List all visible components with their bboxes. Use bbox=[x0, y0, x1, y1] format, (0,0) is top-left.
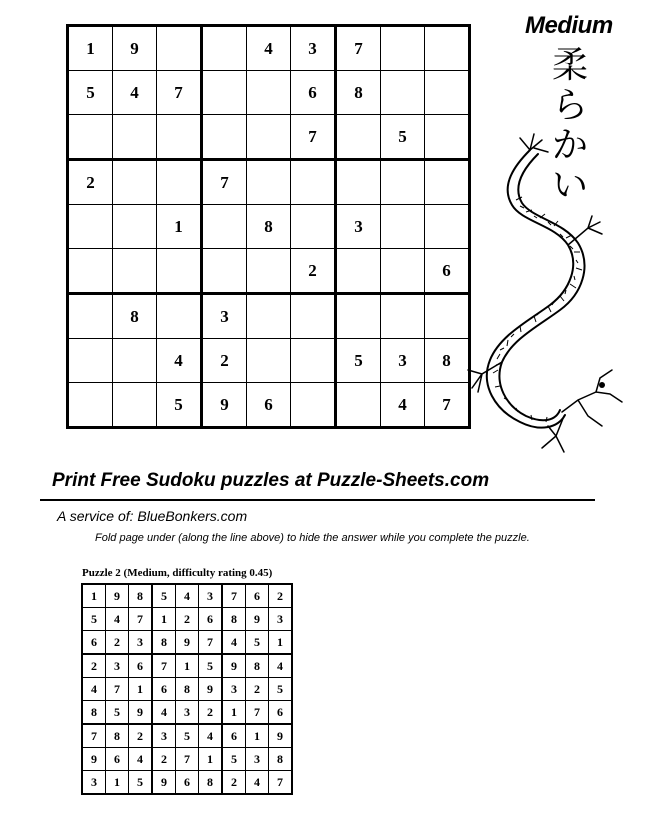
answer-cell: 9 bbox=[222, 654, 246, 678]
puzzle-cell bbox=[247, 249, 291, 294]
puzzle-cell: 7 bbox=[157, 71, 202, 115]
puzzle-cell bbox=[113, 205, 157, 249]
answer-cell: 7 bbox=[152, 654, 176, 678]
answer-cell: 2 bbox=[82, 654, 106, 678]
answer-cell: 2 bbox=[199, 701, 223, 725]
answer-cell: 1 bbox=[199, 748, 223, 771]
puzzle-cell bbox=[247, 339, 291, 383]
puzzle-cell bbox=[336, 249, 381, 294]
answer-cell: 2 bbox=[129, 724, 153, 748]
answer-cell: 8 bbox=[176, 678, 199, 701]
answer-cell: 9 bbox=[152, 771, 176, 795]
puzzle-cell bbox=[157, 26, 202, 71]
puzzle-cell bbox=[291, 383, 336, 428]
puzzle-cell bbox=[291, 205, 336, 249]
grid-row bbox=[82, 584, 292, 608]
grid-row bbox=[82, 748, 292, 771]
puzzle-cell: 4 bbox=[247, 26, 291, 71]
answer-cell: 9 bbox=[269, 724, 293, 748]
grid-row bbox=[82, 701, 292, 725]
answer-cell: 5 bbox=[82, 608, 106, 631]
puzzle-cell bbox=[247, 160, 291, 205]
puzzle-cell: 2 bbox=[68, 160, 113, 205]
fold-line bbox=[40, 499, 595, 501]
answer-cell: 8 bbox=[152, 631, 176, 655]
puzzle-cell bbox=[202, 26, 247, 71]
puzzle-cell: 4 bbox=[381, 383, 425, 428]
answer-cell: 5 bbox=[106, 701, 129, 725]
puzzle-cell bbox=[202, 249, 247, 294]
grid-row bbox=[82, 771, 292, 795]
grid-row bbox=[82, 724, 292, 748]
answer-cell: 2 bbox=[176, 608, 199, 631]
answer-cell: 7 bbox=[82, 724, 106, 748]
answer-cell: 2 bbox=[222, 771, 246, 795]
answer-cell: 6 bbox=[82, 631, 106, 655]
kanji-char: 柔 bbox=[551, 45, 588, 86]
answer-cell: 4 bbox=[129, 748, 153, 771]
puzzle-cell bbox=[381, 205, 425, 249]
answer-cell: 7 bbox=[106, 678, 129, 701]
puzzle-cell: 2 bbox=[202, 339, 247, 383]
puzzle-cell bbox=[113, 249, 157, 294]
answer-cell: 5 bbox=[199, 654, 223, 678]
answer-cell: 1 bbox=[269, 631, 293, 655]
puzzle-cell: 1 bbox=[157, 205, 202, 249]
puzzle-cell bbox=[68, 249, 113, 294]
puzzle-cell: 8 bbox=[425, 339, 470, 383]
puzzle-cell: 6 bbox=[247, 383, 291, 428]
grid-row bbox=[82, 631, 292, 655]
puzzle-cell bbox=[68, 339, 113, 383]
answer-cell: 2 bbox=[152, 748, 176, 771]
puzzle-cell: 1 bbox=[68, 26, 113, 71]
answer-cell: 1 bbox=[222, 701, 246, 725]
answer-cell: 6 bbox=[222, 724, 246, 748]
puzzle-cell bbox=[336, 160, 381, 205]
answer-cell: 6 bbox=[106, 748, 129, 771]
answer-cell: 4 bbox=[199, 724, 223, 748]
grid-row bbox=[68, 249, 470, 294]
answer-cell: 9 bbox=[129, 701, 153, 725]
grid-row bbox=[68, 71, 470, 115]
puzzle-cell bbox=[68, 205, 113, 249]
grid-row bbox=[68, 26, 470, 71]
answer-cell: 1 bbox=[176, 654, 199, 678]
answer-cell: 8 bbox=[129, 584, 153, 608]
answer-caption: Puzzle 2 (Medium, difficulty rating 0.45) bbox=[82, 567, 273, 579]
answer-cell: 3 bbox=[176, 701, 199, 725]
puzzle-cell bbox=[291, 294, 336, 339]
puzzle-cell bbox=[381, 160, 425, 205]
puzzle-cell: 3 bbox=[336, 205, 381, 249]
answer-cell: 6 bbox=[246, 584, 269, 608]
puzzle-cell: 6 bbox=[425, 249, 470, 294]
puzzle-cell bbox=[381, 249, 425, 294]
answer-cell: 4 bbox=[176, 584, 199, 608]
difficulty-label: Medium bbox=[525, 12, 613, 39]
answer-cell: 8 bbox=[269, 748, 293, 771]
puzzle-cell bbox=[291, 339, 336, 383]
answer-cell: 2 bbox=[246, 678, 269, 701]
answer-cell: 1 bbox=[152, 608, 176, 631]
puzzle-cell bbox=[113, 339, 157, 383]
puzzle-cell bbox=[113, 115, 157, 160]
puzzle-cell: 7 bbox=[291, 115, 336, 160]
puzzle-cell bbox=[113, 383, 157, 428]
puzzle-cell: 3 bbox=[291, 26, 336, 71]
answer-cell: 3 bbox=[152, 724, 176, 748]
grid-row bbox=[68, 339, 470, 383]
answer-cell: 4 bbox=[246, 771, 269, 795]
fold-instructions: Fold page under (along the line above) to hide the answer while you complete the puzzle. bbox=[95, 532, 530, 544]
answer-cell: 2 bbox=[106, 631, 129, 655]
answer-cell: 8 bbox=[106, 724, 129, 748]
grid-row bbox=[82, 608, 292, 631]
puzzle-cell bbox=[247, 71, 291, 115]
answer-cell: 9 bbox=[199, 678, 223, 701]
answer-cell: 7 bbox=[222, 584, 246, 608]
puzzle-cell bbox=[113, 160, 157, 205]
puzzle-cell bbox=[157, 115, 202, 160]
answer-cell: 1 bbox=[246, 724, 269, 748]
answer-cell: 6 bbox=[269, 701, 293, 725]
answer-cell: 6 bbox=[129, 654, 153, 678]
answer-cell: 3 bbox=[269, 608, 293, 631]
answer-cell: 5 bbox=[222, 748, 246, 771]
sudoku-puzzle-grid bbox=[66, 24, 471, 429]
promo-heading: Print Free Sudoku puzzles at Puzzle-Sheets.com bbox=[52, 470, 490, 491]
puzzle-cell bbox=[425, 26, 470, 71]
grid-row bbox=[68, 115, 470, 160]
answer-cell: 8 bbox=[82, 701, 106, 725]
answer-cell: 7 bbox=[129, 608, 153, 631]
puzzle-cell: 3 bbox=[381, 339, 425, 383]
answer-cell: 7 bbox=[176, 748, 199, 771]
puzzle-cell: 5 bbox=[336, 339, 381, 383]
puzzle-cell bbox=[336, 383, 381, 428]
answer-cell: 5 bbox=[246, 631, 269, 655]
grid-row bbox=[82, 678, 292, 701]
answer-cell: 7 bbox=[199, 631, 223, 655]
answer-cell: 5 bbox=[176, 724, 199, 748]
puzzle-cell bbox=[202, 205, 247, 249]
grid-row bbox=[82, 654, 292, 678]
answer-cell: 1 bbox=[82, 584, 106, 608]
answer-grid bbox=[81, 583, 293, 795]
puzzle-cell bbox=[68, 294, 113, 339]
answer-cell: 4 bbox=[106, 608, 129, 631]
puzzle-cell bbox=[336, 115, 381, 160]
grid-row bbox=[68, 160, 470, 205]
answer-cell: 2 bbox=[269, 584, 293, 608]
puzzle-cell bbox=[425, 71, 470, 115]
grid-row bbox=[68, 205, 470, 249]
kanji-char: い bbox=[551, 165, 588, 206]
answer-cell: 3 bbox=[222, 678, 246, 701]
puzzle-cell bbox=[336, 294, 381, 339]
answer-cell: 7 bbox=[246, 701, 269, 725]
puzzle-cell bbox=[381, 71, 425, 115]
answer-cell: 6 bbox=[199, 608, 223, 631]
puzzle-cell bbox=[381, 26, 425, 71]
kanji-char: か bbox=[551, 125, 588, 166]
puzzle-cell: 7 bbox=[202, 160, 247, 205]
answer-cell: 8 bbox=[199, 771, 223, 795]
puzzle-cell: 8 bbox=[336, 71, 381, 115]
answer-cell: 9 bbox=[106, 584, 129, 608]
answer-cell: 4 bbox=[82, 678, 106, 701]
answer-cell: 4 bbox=[222, 631, 246, 655]
puzzle-cell: 7 bbox=[425, 383, 470, 428]
puzzle-cell: 9 bbox=[202, 383, 247, 428]
answer-cell: 9 bbox=[82, 748, 106, 771]
puzzle-cell bbox=[157, 249, 202, 294]
puzzle-cell: 5 bbox=[381, 115, 425, 160]
answer-cell: 5 bbox=[269, 678, 293, 701]
answer-cell: 6 bbox=[176, 771, 199, 795]
answer-cell: 3 bbox=[82, 771, 106, 795]
puzzle-cell bbox=[157, 294, 202, 339]
puzzle-cell: 5 bbox=[68, 71, 113, 115]
puzzle-cell: 6 bbox=[291, 71, 336, 115]
answer-cell: 9 bbox=[246, 608, 269, 631]
dragon-illustration bbox=[460, 130, 630, 460]
puzzle-cell: 8 bbox=[247, 205, 291, 249]
answer-cell: 4 bbox=[269, 654, 293, 678]
puzzle-cell: 7 bbox=[336, 26, 381, 71]
answer-cell: 4 bbox=[152, 701, 176, 725]
puzzle-cell bbox=[68, 115, 113, 160]
answer-cell: 5 bbox=[129, 771, 153, 795]
puzzle-cell bbox=[291, 160, 336, 205]
puzzle-cell bbox=[202, 71, 247, 115]
puzzle-cell: 9 bbox=[113, 26, 157, 71]
answer-cell: 8 bbox=[222, 608, 246, 631]
answer-cell: 5 bbox=[152, 584, 176, 608]
answer-cell: 8 bbox=[246, 654, 269, 678]
puzzle-cell bbox=[247, 115, 291, 160]
puzzle-cell bbox=[381, 294, 425, 339]
answer-cell: 3 bbox=[129, 631, 153, 655]
answer-cell: 1 bbox=[106, 771, 129, 795]
kanji-char: ら bbox=[551, 85, 588, 126]
grid-row bbox=[68, 383, 470, 428]
answer-cell: 6 bbox=[152, 678, 176, 701]
puzzle-cell: 4 bbox=[113, 71, 157, 115]
puzzle-cell: 5 bbox=[157, 383, 202, 428]
puzzle-cell: 4 bbox=[157, 339, 202, 383]
answer-cell: 3 bbox=[106, 654, 129, 678]
answer-cell: 1 bbox=[129, 678, 153, 701]
puzzle-cell bbox=[202, 115, 247, 160]
puzzle-cell bbox=[68, 383, 113, 428]
grid-row bbox=[68, 294, 470, 339]
service-credit: A service of: BlueBonkers.com bbox=[57, 508, 248, 524]
answer-cell: 9 bbox=[176, 631, 199, 655]
puzzle-cell bbox=[157, 160, 202, 205]
answer-cell: 3 bbox=[246, 748, 269, 771]
puzzle-cell: 3 bbox=[202, 294, 247, 339]
puzzle-cell: 2 bbox=[291, 249, 336, 294]
answer-cell: 3 bbox=[199, 584, 223, 608]
puzzle-cell bbox=[247, 294, 291, 339]
answer-cell: 7 bbox=[269, 771, 293, 795]
puzzle-cell: 8 bbox=[113, 294, 157, 339]
